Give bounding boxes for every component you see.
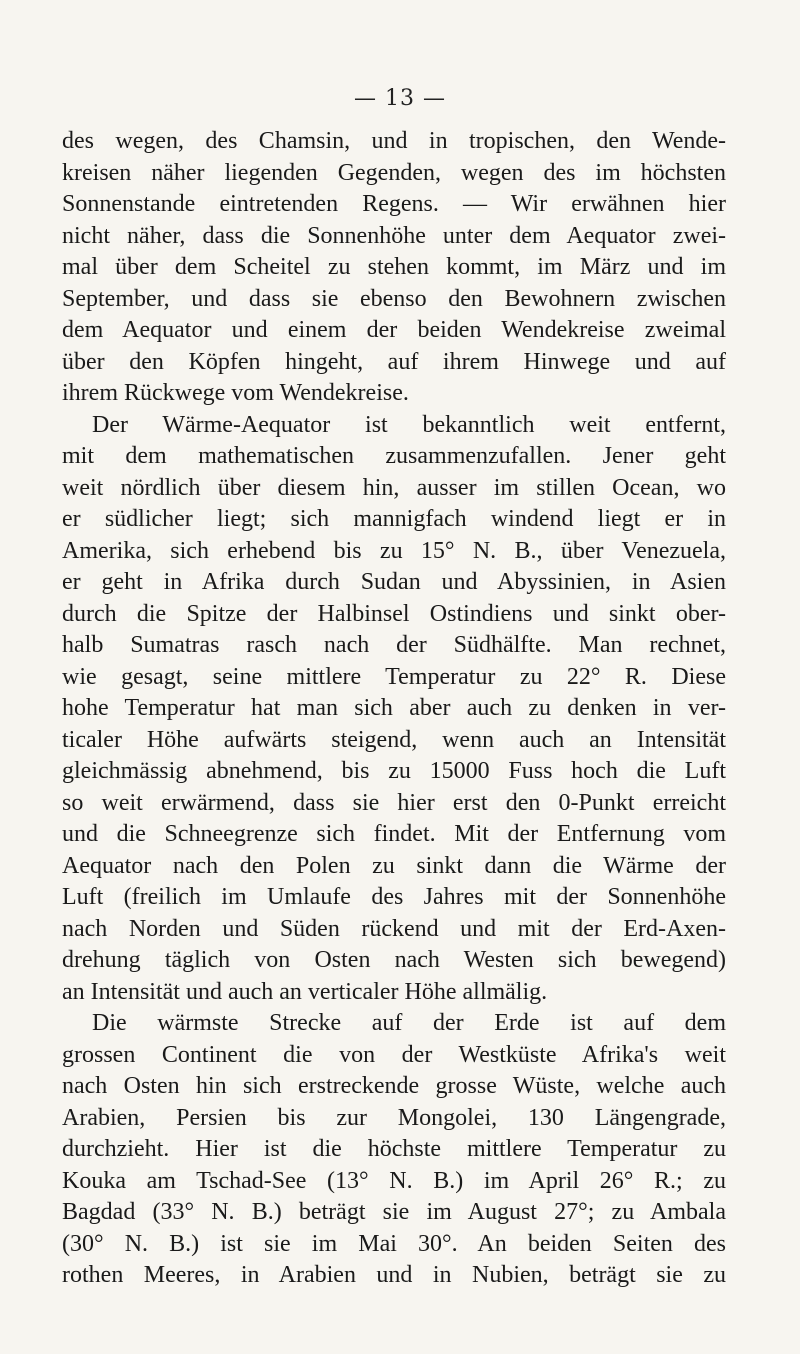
text-line: halb Sumatras rasch nach der Südhälfte. Man rechnet,: [62, 632, 726, 658]
text-line: wie gesagt, seine mittlere Temperatur zu 22° R. Diese: [62, 663, 726, 690]
text-line: Luft (freilich im Umlaufe des Jahres mit der Sonnenhöhe: [62, 884, 726, 910]
text-line: so weit erwärmend, dass sie hier erst den 0-Punkt erreicht: [62, 789, 726, 816]
text-line: ihrem Rückwege vom Wendekreise.: [62, 380, 409, 406]
text-line: grossen Continent die von der Westküste Afrika's weit: [62, 1041, 726, 1068]
text-line: September, und dass sie ebenso den Bewohnern zwischen: [62, 285, 726, 312]
text-line: nicht näher, dass die Sonnenhöhe unter dem Aequator zwei-: [62, 222, 726, 249]
text-line: kreisen näher liegenden Gegenden, wegen des im höchsten: [62, 159, 726, 186]
text-line: und die Schneegrenze sich findet. Mit der Entfernung vom: [62, 821, 726, 847]
page-number: — 13 —: [354, 86, 446, 111]
text-line: Amerika, sich erhebend bis zu 15° N. B., über Venezuela,: [62, 537, 726, 564]
text-line: durch die Spitze der Halbinsel Ostindiens und sinkt ober-: [62, 600, 726, 627]
text-line: nach Osten hin sich erstreckende grosse Wüste, welche auch: [62, 1073, 726, 1099]
text-line: Sonnenstande eintretenden Regens. — Wir erwähnen hier: [62, 191, 726, 217]
text-line: durchzieht. Hier ist die höchste mittlere Temperatur zu: [62, 1136, 726, 1162]
text-line: dem Aequator und einem der beiden Wendekreise zweimal: [62, 317, 726, 343]
text-line: an Intensität und auch an verticaler Höhe allmälig.: [62, 978, 548, 1005]
text-line: gleichmässig abnehmend, bis zu 15000 Fuss hoch die Luft: [62, 758, 726, 784]
text-line: Aequator nach den Polen zu sinkt dann die Wärme der: [62, 852, 726, 879]
text-line: mal über dem Scheitel zu stehen kommt, im März und im: [62, 254, 726, 280]
text-line: er geht in Afrika durch Sudan und Abyssinien, in Asien: [62, 569, 726, 595]
text-line: (30° N. B.) ist sie im Mai 30°. An beiden Seiten des: [62, 1230, 726, 1257]
text-line: Arabien, Persien bis zur Mongolei, 130 Längengrade,: [62, 1104, 726, 1131]
text-line: Kouka am Tschad-See (13° N. B.) im April 26° R.; zu: [62, 1167, 726, 1194]
body-text: [62, 126, 726, 1292]
text-line: weit nördlich über diesem hin, ausser im stillen Ocean, wo: [62, 474, 726, 501]
text-line: er südlicher liegt; sich mannigfach windend liegt er in: [62, 506, 726, 532]
text-line: Der Wärme-Aequator ist bekanntlich weit entfernt,: [92, 411, 726, 438]
text-line: mit dem mathematischen zusammenzufallen. Jener geht: [62, 443, 726, 469]
text-line: Bagdad (33° N. B.) beträgt sie im August 27°; zu Ambala: [62, 1199, 726, 1225]
text-line: ticaler Höhe aufwärts steigend, wenn auch an Intensität: [62, 726, 726, 753]
text-line: drehung täglich von Osten nach Westen sich bewegend): [62, 947, 726, 973]
text-line: über den Köpfen hingeht, auf ihrem Hinwege und auf: [62, 348, 726, 375]
text-line: nach Norden und Süden rückend und mit der Erd-Axen-: [62, 915, 726, 942]
text-line: des wegen, des Chamsin, und in tropischen, den Wende-: [62, 128, 726, 154]
text-line: Die wärmste Strecke auf der Erde ist auf dem: [92, 1010, 726, 1036]
text-line: hohe Temperatur hat man sich aber auch zu denken in ver-: [62, 695, 726, 721]
text-line: rothen Meeres, in Arabien und in Nubien, beträgt sie zu: [62, 1262, 726, 1288]
